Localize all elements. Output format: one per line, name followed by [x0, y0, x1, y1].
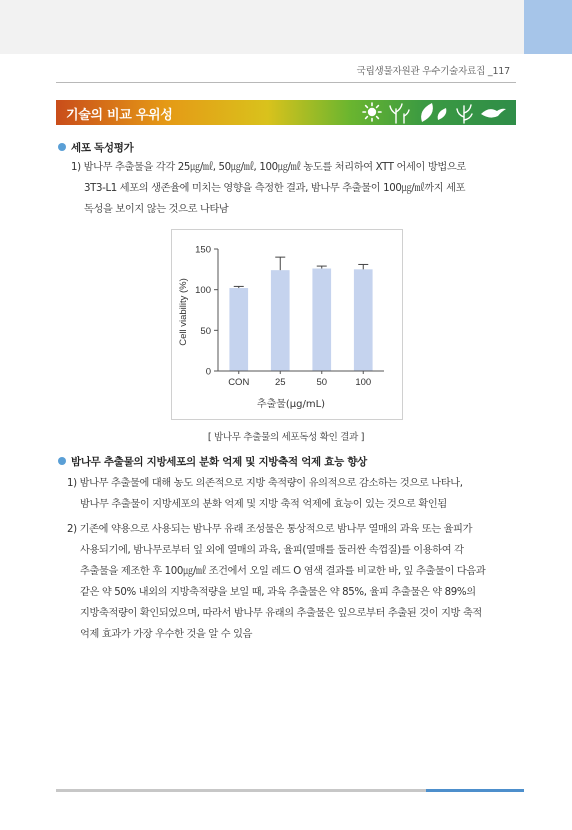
- y-axis-label: Cell viability (%): [178, 278, 189, 346]
- paragraph-line: 3T3-L1 세포의 생존율에 미치는 영향을 측정한 결과, 밤나무 추출물이 100㎍/㎖까지 세포: [84, 183, 466, 194]
- cell-viability-chart: [171, 229, 403, 420]
- chart-svg: [172, 230, 402, 419]
- bars: [229, 257, 372, 371]
- section2-item2: [67, 519, 485, 645]
- sprout-icon: [390, 104, 409, 123]
- paragraph-line: 사용되기에, 밤나무로부터 잎 외에 열매의 과육, 율피(열매를 둘러싼 속껍질)를 이용하여 각: [80, 545, 464, 556]
- y-tick-label: 50: [200, 325, 211, 337]
- paragraph-line: 2) 기존에 약용으로 사용되는 밤나무 유래 조성물은 통상적으로 밤나무 열매의 과육 또는 율피가: [67, 524, 473, 535]
- bullet-dot-icon: [58, 457, 66, 465]
- section2-heading: [58, 454, 367, 469]
- bird-icon: [481, 109, 506, 118]
- section1-item1: [71, 157, 466, 220]
- section-banner: [56, 100, 516, 125]
- paragraph-line: 지방축적량이 확인되었으며, 따라서 밤나무 유래의 추출물은 잎으로부터 추출된 것이 지방 축적: [80, 608, 482, 619]
- sun-icon: [363, 103, 381, 121]
- paragraph-line: 같은 약 50% 내외의 지방축적량을 보일 때, 과육 추출물은 약 85%, 율피 추출물은 약 89%의: [80, 587, 476, 598]
- y-tick-label: 0: [205, 366, 211, 378]
- bar-50: [312, 269, 331, 371]
- paragraph-line: 1) 밤나무 추출물을 각각 25㎍/㎖, 50㎍/㎖, 100㎍/㎖ 농도를 처리하여 XTT 어세이 방법으로: [71, 162, 466, 173]
- section1-heading: [58, 140, 133, 155]
- x-tick-label: 100: [355, 377, 372, 388]
- y-tick-label: 150: [195, 244, 211, 256]
- bar-CON: [229, 288, 248, 371]
- paragraph-line: 1) 밤나무 추출물에 대해 농도 의존적으로 지방 축적량이 유의적으로 감소하는 것으로 나타나,: [67, 478, 463, 489]
- y-tick-label: 100: [195, 285, 211, 297]
- section2-item1: [67, 473, 463, 515]
- y-axis: [195, 245, 218, 378]
- paragraph-line: 억제 효과가 가장 우수한 것을 알 수 있음: [80, 629, 253, 640]
- top-band: [0, 0, 572, 54]
- banner-title: 기술의 비교 우위성: [66, 108, 173, 123]
- x-axis: [218, 371, 384, 388]
- x-tick-label: 50: [316, 377, 328, 388]
- figure-caption: [ 밤나무 추출물의 세포독성 확인 결과 ]: [207, 432, 365, 443]
- bar-25: [271, 270, 290, 371]
- footer-accent: [426, 789, 524, 792]
- paragraph-line: 추출물을 제조한 후 100㎍/㎖ 조건에서 오일 레드 O 염색 결과를 비교한 바, 잎 추출물이 다음과: [80, 566, 486, 577]
- x-tick-label: 25: [274, 377, 286, 388]
- nature-icons: [360, 100, 510, 125]
- header-rule: [56, 82, 516, 83]
- bar-100: [354, 269, 373, 371]
- leaf-icon: [421, 103, 446, 122]
- paragraph-line: 밤나무 추출물이 지방세포의 분화 억제 및 지방 축적 억제에 효능이 있는 것으로 확인됨: [80, 499, 447, 510]
- running-header: 국립생물자원관 우수기술자료집 _117: [356, 66, 510, 77]
- footer-rule: [56, 789, 426, 792]
- plant-icon: [457, 105, 472, 123]
- x-axis-label: 추출물(μg/mL): [256, 399, 326, 410]
- section2-heading-text: 밤나무 추출물의 지방세포의 분화 억제 및 지방축적 억제 효능 향상: [71, 456, 367, 468]
- bullet-dot-icon: [58, 143, 66, 151]
- top-corner-tab: [524, 0, 572, 54]
- paragraph-line: 독성을 보이지 않는 것으로 나타남: [84, 204, 229, 215]
- section1-heading-text: 세포 독성평가: [71, 142, 134, 154]
- x-tick-label: CON: [228, 377, 250, 388]
